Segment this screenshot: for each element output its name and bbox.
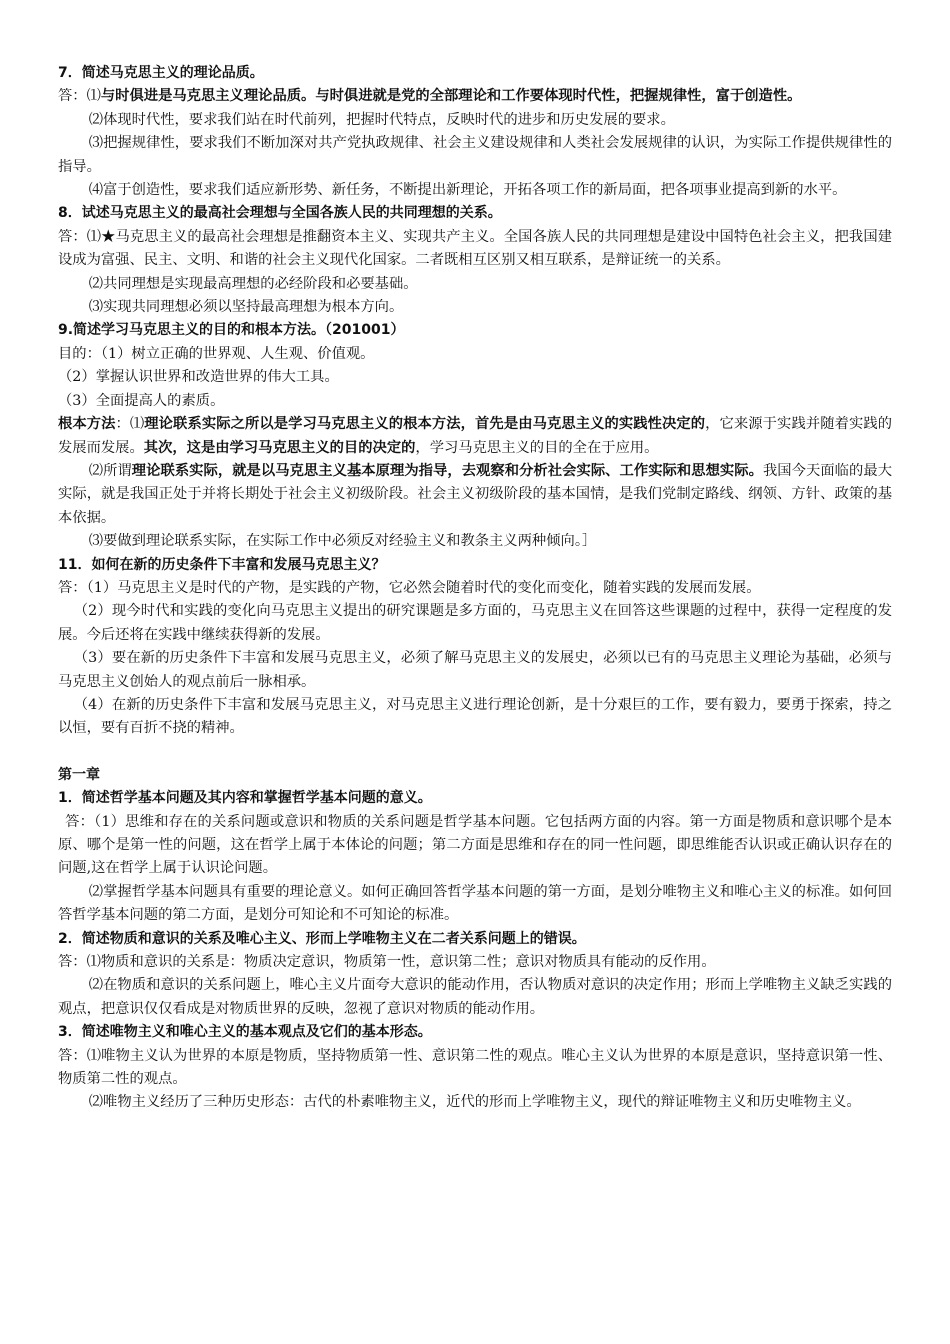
bold-text: 理论联系实际之所以是学习马克思主义的根本方法，首先是由马克思主义的实践性决定的 (144, 416, 706, 433)
answer-paragraph (58, 296, 892, 319)
bold-text: 其次，这是由学习马克思主义的目的决定的 (143, 439, 416, 456)
question-heading: 第一章 (58, 766, 100, 783)
answer-paragraph (58, 366, 892, 389)
text-run: 答：⑴ (58, 88, 101, 105)
answer-paragraph (58, 226, 892, 273)
answer-paragraph (58, 1091, 892, 1114)
text-run: 答：（1）马克思主义是时代的产物，是实践的产物，它必然会随着时代的变化而变化，随着实践的发展而发展。 (58, 579, 761, 596)
question-heading: 1．简述哲学基本问题及其内容和掌握哲学基本问题的意义。 (58, 790, 432, 807)
text-run: 答：（1）思维和存在的关系问题或意识和物质的关系问题是哲学基本问题。它包括两方面的内容。第一方面是物质和意识哪个是本原、哪个是第一性的问题，这在哲学上属于本体论的问题；第二方面是思维和存在的同一性问题，即思维能否认识或正确认识存在的问题,这在哲学上属于认识论问题。 (58, 813, 892, 877)
question-heading: 11．如何在新的历史条件下丰富和发展马克思主义？ (58, 556, 386, 573)
answer-paragraph (58, 460, 892, 530)
text-run: （4）在新的历史条件下丰富和发展马克思主义，对马克思主义进行理论创新，是十分艰巨的工作，要有毅力，要勇于探索，持之以恒，要有百折不挠的精神。 (58, 696, 892, 737)
text-run: 答：⑴唯物主义认为世界的本原是物质，坚持物质第一性、意识第二性的观点。唯心主义认为世界的本原是意识，坚持意识第一性、物质第二性的观点。 (58, 1047, 892, 1088)
answer-paragraph (58, 951, 892, 974)
text-run: （2）现今时代和实践的变化向马克思主义提出的研究课题是多方面的，马克思主义在回答这些课题的过程中，获得一定程度的发展。今后还将在实践中继续获得新的发展。 (58, 603, 892, 643)
text-run: ：⑴ (115, 416, 145, 433)
question-heading: 7．简述马克思主义的理论品质。 (58, 65, 264, 81)
section-spacer (58, 741, 892, 764)
answer-paragraph (58, 85, 892, 108)
text-run: 我国今天面临的最大实际，就是我国正处于并将长期处于社会主义初级阶段。社会主义初级阶段的基本国情，是我们党制定路线、纲领、方针、政策的基本依据。 (58, 462, 893, 526)
text-run: ⑵唯物主义经历了三种历史形态：古代的朴素唯物主义，近代的形而上学唯物主义，现代的辩证唯物主义和历史唯物主义。 (88, 1094, 861, 1111)
text-run: ⑵体现时代性，要求我们站在时代前列，把握时代特点，反映时代的进步和历史发展的要求。 (88, 111, 675, 128)
answer-paragraph (58, 694, 892, 741)
text-run: ⑵在物质和意识的关系问题上，唯心主义片面夸大意识的能动作用，否认物质对意识的决定作用；形而上学唯物主义缺乏实践的观点，把意识仅仅看成是对物质世界的反映，忽视了意识对物质的能动作用。 (58, 977, 892, 1017)
text-run: 答：⑴★马克思主义的最高社会理想是推翻资本主义、实现共产主义。全国各族人民的共同理想是建设中国特色社会主义，把我国建设成为富强、民主、文明、和谐的社会主义现代化国家。二者既相互区别又相互联系，是辩证统一的关系。 (58, 228, 892, 269)
answer-paragraph (58, 647, 892, 694)
text-run: ⑶要做到理论联系实际，在实际工作中必须反对经验主义和教条主义两种倾向。］ (88, 533, 597, 550)
text-run: （3）全面提高人的素质。 (58, 392, 225, 409)
text-run: 目的：（1）树立正确的世界观、人生观、价值观。 (58, 345, 375, 362)
text-run: ，学习马克思主义的目的全在于应用。 (415, 439, 659, 456)
text-run: ⑵所谓 (88, 462, 132, 479)
text-run: 答：⑴物质和意识的关系是：物质决定意识，物质第一性，意识第二性；意识对物质具有能动的反作用。 (58, 954, 716, 971)
bold-text: 根本方法 (58, 416, 116, 433)
text-run: ⑵掌握哲学基本问题具有重要的理论意义。如何正确回答哲学基本问题的第一方面，是划分唯物主义和唯心主义的标准。如何回答哲学基本问题的第二方面，是划分可知论和不可知论的标准。 (58, 883, 892, 924)
answer-paragraph (58, 343, 892, 366)
answer-paragraph (58, 881, 892, 928)
answer-paragraph (58, 273, 892, 296)
question-heading: 8．试述马克思主义的最高社会理想与全国各族人民的共同理想的关系。 (58, 205, 502, 222)
text-run: （3）要在新的历史条件下丰富和发展马克思主义，必须了解马克思主义的发展史，必须以已有的马克思主义理论为基础，必须与马克思主义创始人的观点前后一脉相承。 (58, 650, 892, 690)
answer-paragraph (58, 132, 892, 179)
question-heading: 2．简述物质和意识的关系及唯心主义、形而上学唯物主义在二者关系问题上的错误。 (58, 930, 586, 947)
answer-paragraph (58, 390, 892, 413)
question-heading: 3．简述唯物主义和唯心主义的基本观点及它们的基本形态。 (58, 1024, 432, 1041)
answer-paragraph (58, 109, 892, 132)
bold-text: 理论联系实际，就是以马克思主义基本原理为指导，去观察和分析社会实际、工作实际和思想实际。 (131, 462, 763, 479)
text-run: ，它来源于实践并随着实践的发展而发展。 (58, 416, 893, 456)
text-run: ⑵共同理想是实现最高理想的必经阶段和必要基础。 (88, 275, 418, 292)
answer-paragraph (58, 1045, 892, 1092)
answer-paragraph (58, 530, 892, 553)
answer-paragraph (58, 179, 892, 202)
answer-paragraph (58, 413, 892, 460)
text-run: ⑶把握规律性，要求我们不断加深对共产党执政规律、社会主义建设规律和人类社会发展规律的认识，为实际工作提供规律性的指导。 (58, 135, 892, 175)
answer-paragraph (58, 600, 892, 647)
answer-paragraph (58, 811, 892, 881)
answer-paragraph (58, 577, 892, 600)
text-run: ⑷富于创造性，要求我们适应新形势、新任务，不断提出新理论，开拓各项工作的新局面，把各项事业提高到新的水平。 (88, 182, 847, 199)
answer-paragraph (58, 974, 892, 1021)
question-heading: 9.简述学习马克思主义的目的和根本方法。（201001） (58, 322, 405, 339)
text-run: ⑶实现共同理想必须以坚持最高理想为根本方向。 (88, 299, 404, 316)
text-run: （2）掌握认识世界和改造世界的伟大工具。 (58, 369, 339, 386)
bold-text: 与时俱进是马克思主义理论品质。与时俱进就是党的全部理论和工作要体现时代性，把握规律性，富于创造性。 (100, 88, 802, 105)
